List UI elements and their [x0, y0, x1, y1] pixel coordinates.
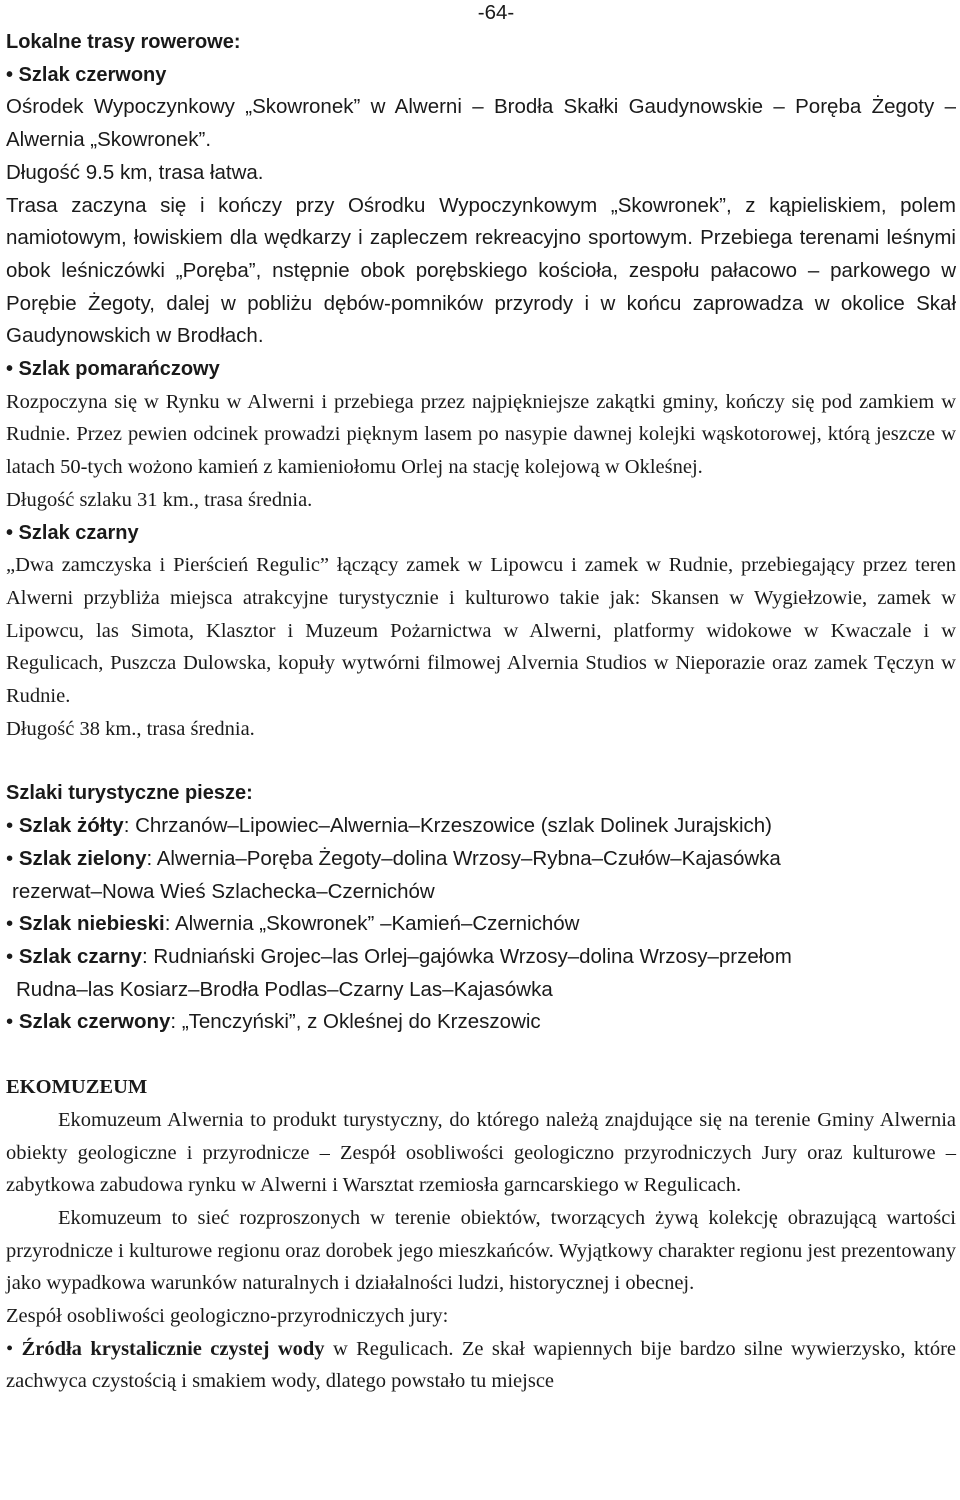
hiking-trails-section — [6, 777, 956, 1039]
hiking-trail-route-cont: rezerwat–Nowa Wieś Szlachecka–Czernichów — [12, 879, 435, 903]
ekomuzeum-paragraph-1: Ekomuzeum Alwernia to produkt turystyczny, do którego należą znajdujące się na terenie Gminy Alwernia obiekty geologiczne i przyrodnicze – Zespół osobliwości geologiczno przyrodniczych Jury oraz kulturowe – zabytkowa zabudowa rynku w Alwerni i Warsztat rzemiosła garncarskiego w Regulicach. — [6, 1108, 956, 1197]
hiking-trail-route: : „Tenczyński”, z Okleśnej do Krzeszowic — [170, 1010, 541, 1034]
hiking-trail-route: : Rudniański Grojec–las Orlej–gajówka Wrzosy–dolina Wrzosy–przełom — [141, 944, 792, 968]
page-number: -64- — [477, 1, 515, 24]
ekomuzeum-title: EKOMUZEUM — [6, 1076, 148, 1099]
orange-trail-length: Długość szlaku 31 km., trasa średnia. — [6, 488, 313, 511]
hiking-trail-route-cont: Rudna–las Kosiarz–Brodła Podlas–Czarny Las–Kajasówka — [16, 977, 553, 1001]
hiking-trail-yellow: • Szlak żółty: Chrzanów–Lipowiec–Alwernia–Krzeszowice (szlak Dolinek Jurajskich) — [6, 814, 772, 838]
hiking-trail-route: : Alwernia–Poręba Żegoty–dolina Wrzosy–Rybna–Czułów–Kajasówka — [146, 846, 781, 870]
red-trail-description: Trasa zaczyna się i kończy przy Ośrodku Wypoczynkowym „Skowronek”, z kąpieliskiem, polem namiotowym, łowiskiem dla wędkarzy i zapleczem rekreacyjno sportowym. Przebiega terenami leśnymi obok leśniczówki „Poręba”, nstępnie obok porębskiego kościoła, zespołu pałacowo – parkowego w Porębie Żegoty, dalej w pobliżu dębów-pomników przyrody i w końcu zaprowadza w okolice Skał Gaudynowskich w Brodłach. — [6, 193, 956, 348]
hiking-trail-name: Szlak zielony — [18, 846, 147, 870]
ekomuzeum-paragraph-3: Zespół osobliwości geologiczno-przyrodniczych jury: — [6, 1305, 449, 1328]
ekomuzeum-item-text: w Regulicach. Ze skał wapiennych bije bardzo silne wywierzysko, które zachwyca czystością i smakiem wody, dlatego powstało tu miejsce — [6, 1337, 956, 1393]
hiking-trail-name: Szlak czarny — [18, 944, 142, 968]
red-trail-heading: • Szlak czerwony — [6, 63, 167, 86]
ekomuzeum-paragraph-2: Ekomuzeum to sieć rozproszonych w terenie obiektów, tworzących żywą kolekcję obrazującą wartości przyrodnicze i kulturowe regionu oraz dorobek jego mieszkańców. Wyjątkowy charakter regionu jest prezentowany jako wypadkowa warunków naturalnych i działalności ludzi, historycznej i obecnej. — [6, 1206, 956, 1295]
hiking-trail-name: Szlak czerwony — [18, 1010, 171, 1034]
red-trail-route: Ośrodek Wypoczynkowy „Skowronek” w Alwerni – Brodła Skałki Gaudynowskie – Poręba Żegoty – Alwernia „Skowronek”. — [6, 95, 956, 152]
bullet: • — [6, 1337, 22, 1360]
hiking-trail-red: • Szlak czerwony: „Tenczyński”, z Okleśnej do Krzeszowic — [6, 1010, 541, 1034]
ekomuzeum-section — [6, 1071, 956, 1398]
bike-trails-title: Lokalne trasy rowerowe: — [6, 31, 241, 53]
hiking-trail-name: Szlak żółty — [18, 814, 124, 838]
red-trail-length: Długość 9.5 km, trasa łatwa. — [6, 160, 264, 184]
hiking-trail-blue: • Szlak niebieski: Alwernia „Skowronek” –Kamień–Czernichów — [6, 912, 580, 936]
orange-trail-description: Rozpoczyna się w Rynku w Alwerni i przebiega przez najpiękniejsze zakątki gminy, kończy się pod zamkiem w Rudnie. Przez pewien odcinek prowadzi pięknym lasem po nasypie dawnej kolejki wąskotorowej, którą jeszcze w latach 50-tych wożono kamień z kamieniołomu Orlej na stację kolejową w Okleśnej. — [6, 390, 956, 479]
hiking-trails-title: Szlaki turystyczne piesze: — [6, 782, 253, 805]
hiking-trail-green: • Szlak zielony: Alwernia–Poręba Żegoty–dolina Wrzosy–Rybna–Czułów–Kajasówka — [6, 846, 781, 870]
hiking-trail-route: : Chrzanów–Lipowiec–Alwernia–Krzeszowice (szlak Dolinek Jurajskich) — [123, 814, 772, 838]
black-trail-length: Długość 38 km., trasa średnia. — [6, 717, 255, 740]
hiking-trail-black: • Szlak czarny: Rudniański Grojec–las Orlej–gajówka Wrzosy–dolina Wrzosy–przełom — [6, 944, 792, 968]
orange-trail-heading: • Szlak pomarańczowy — [6, 358, 220, 381]
black-trail-description: „Dwa zamczyska i Pierścień Regulic” łączący zamek w Lipowcu i zamek w Rudnie, przebiegający przez teren Alwerni przybliża miejsca atrakcyjne turystycznie i kulturowo takie jak: Skansen w Wygiełzowie, zamek w Lipowcu, las Simota, Klasztor i Muzeum Pożarnictwa w Alwerni, platformy widokowe w Kwaczale i w Regulicach, Puszcza Dulowska, kopuły wytwórni filmowej Alvernia Studios w Nieporazie oraz zamek Tęczyn w Rudnie. — [6, 554, 956, 708]
bike-trails-section — [6, 26, 956, 745]
hiking-trail-name: Szlak niebieski — [18, 912, 165, 936]
black-trail-heading: • Szlak czarny — [6, 521, 139, 544]
ekomuzeum-item-name: Źródła krystalicznie czystej wody — [21, 1337, 325, 1360]
hiking-trail-route: : Alwernia „Skowronek” –Kamień–Czernichów — [164, 912, 580, 936]
ekomuzeum-item — [6, 1333, 956, 1398]
